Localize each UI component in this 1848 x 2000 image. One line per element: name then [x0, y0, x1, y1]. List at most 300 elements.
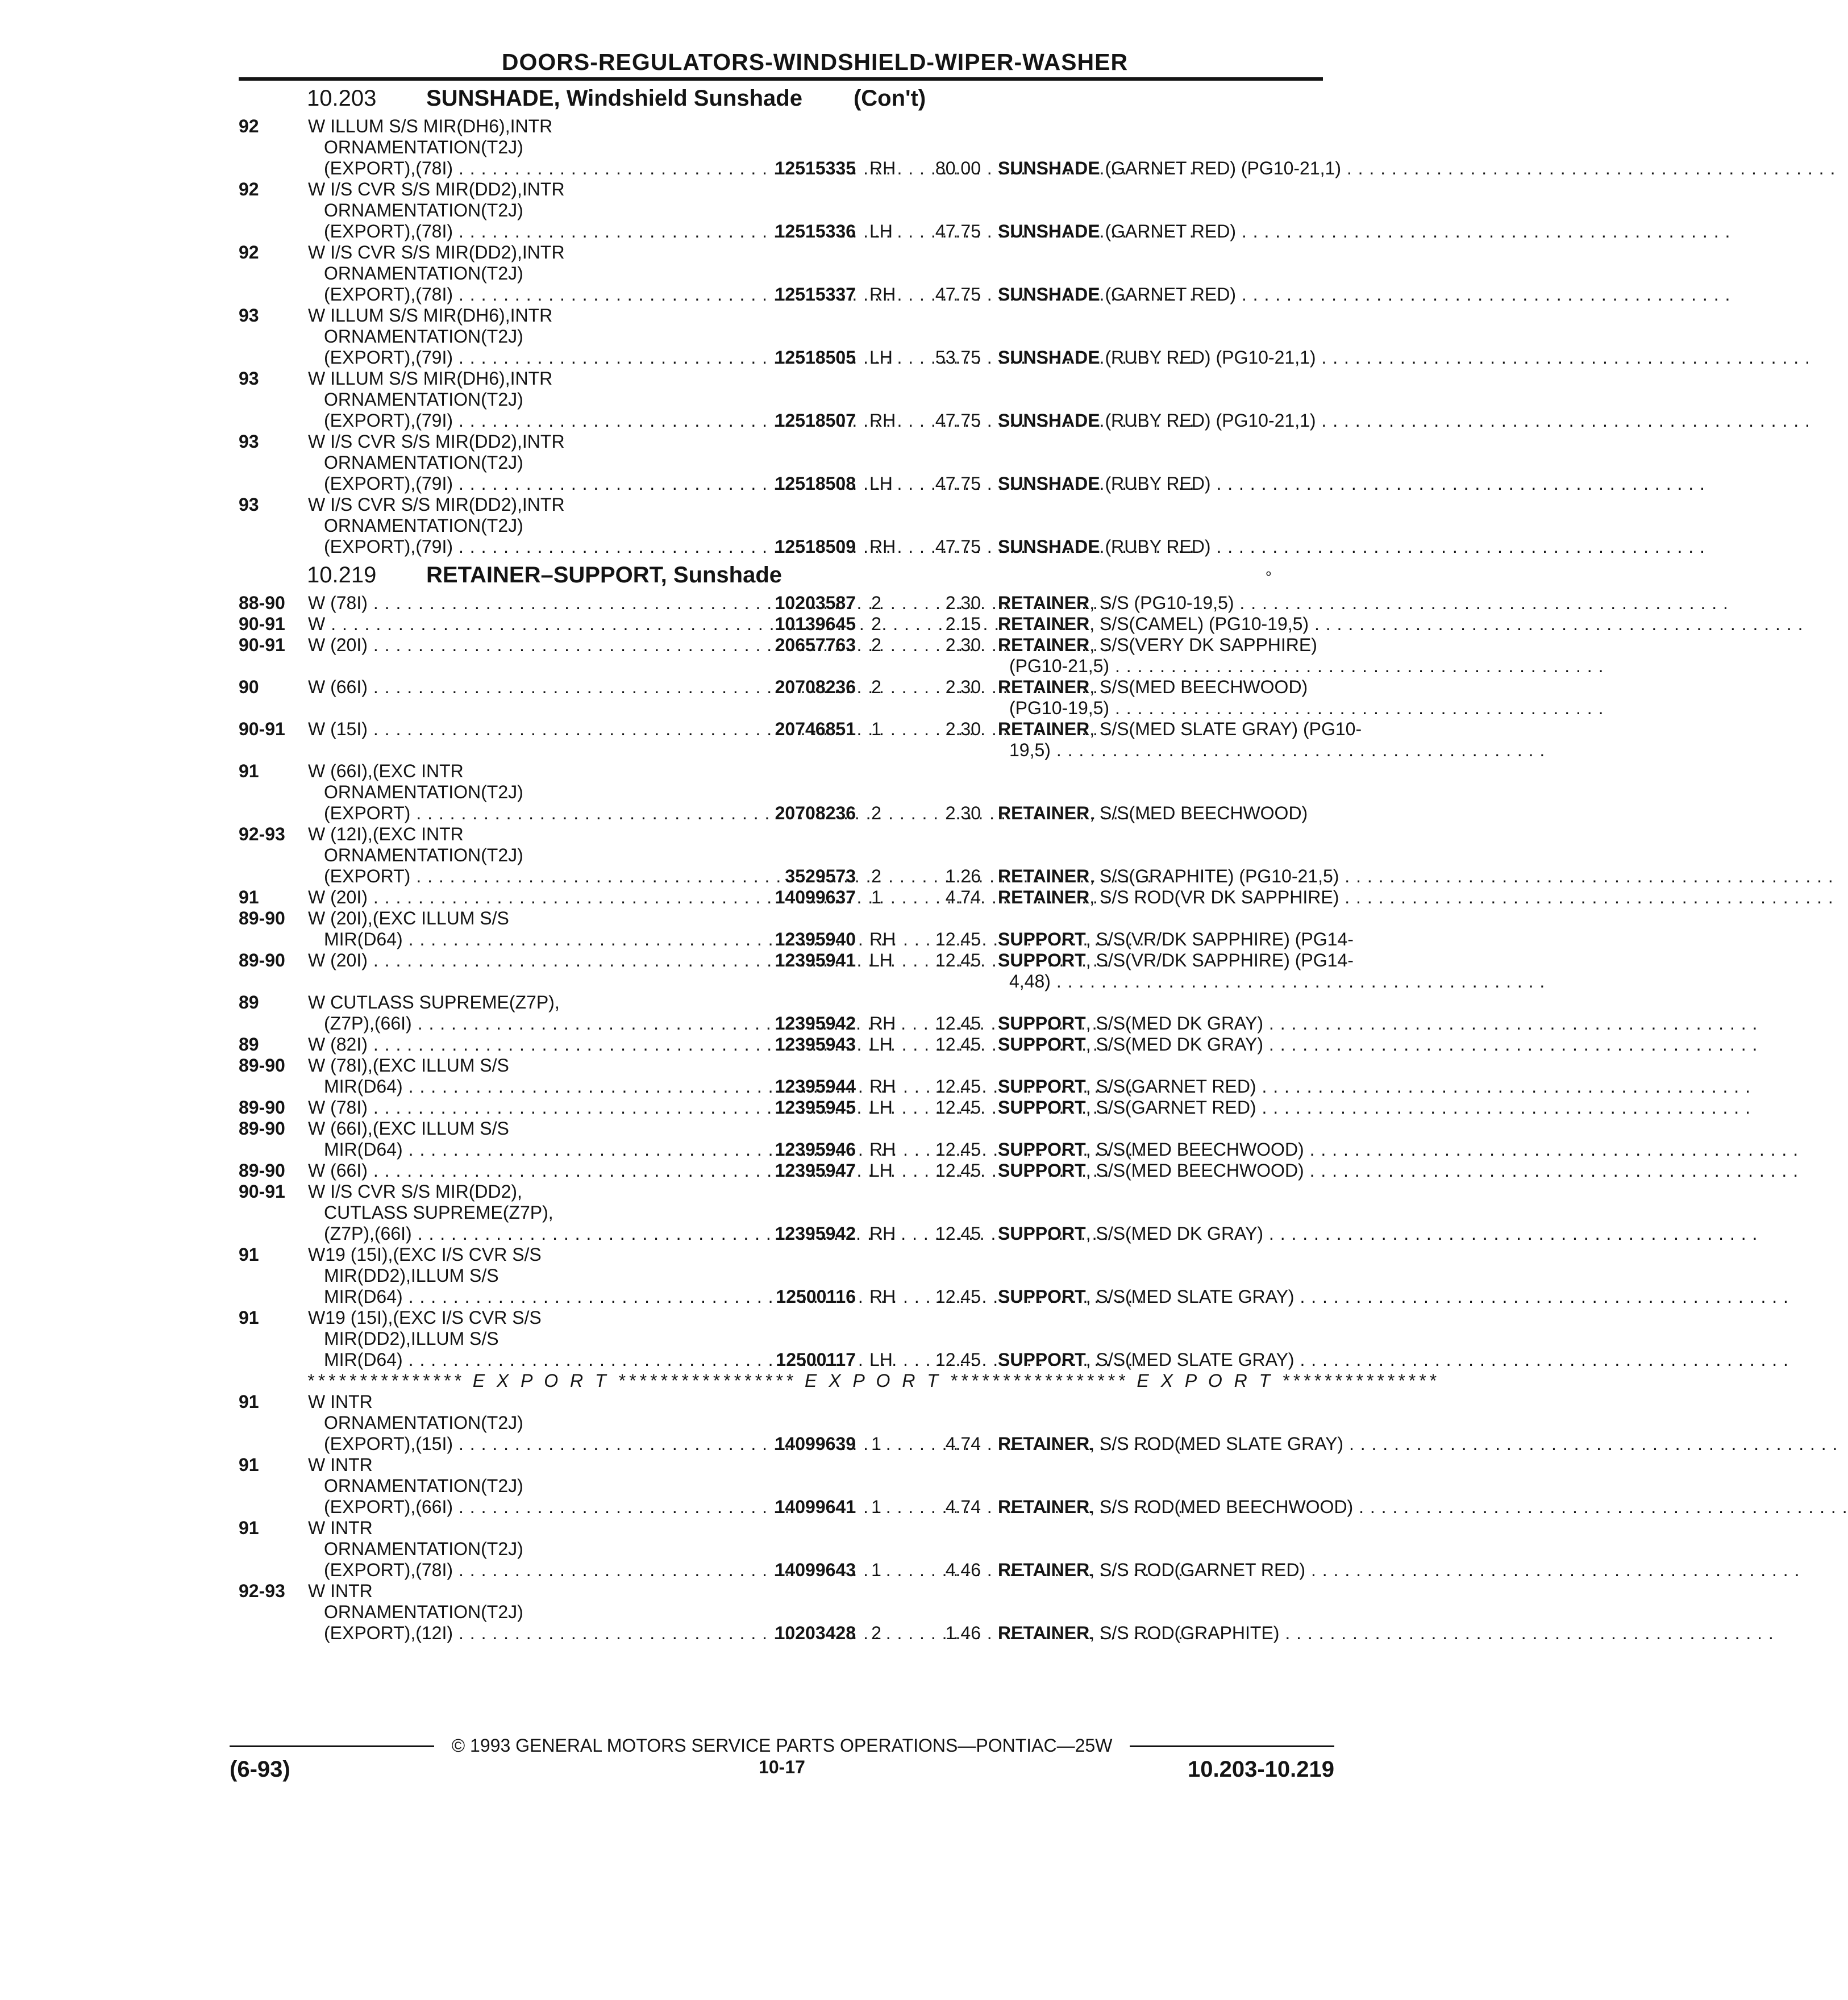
part-name — [998, 221, 1322, 242]
part-name-continued: (PG10-21,5) . . . — [1009, 656, 1322, 677]
usage-description: W (12I),(EXC INTR — [308, 824, 464, 844]
part-name-bold: RETAINER — [998, 719, 1090, 739]
part-name-detail: , S/S(MED DK GRAY) — [1085, 1013, 1264, 1034]
row-line — [239, 1560, 1323, 1581]
row-line — [239, 845, 1323, 866]
part-name-bold: SUPPORT — [998, 950, 1086, 970]
usage-description: (EXPORT),(79I) . . . — [324, 536, 850, 557]
row-line — [239, 1097, 1323, 1118]
quantity: 2 — [871, 677, 881, 697]
usage-description: ORNAMENTATION(T2J) — [324, 1413, 523, 1433]
usage-description: MIR(D64) . . . — [324, 1139, 850, 1160]
row-line — [239, 1181, 1323, 1202]
part-number: 12500117 — [776, 1349, 856, 1370]
catalog-row — [239, 368, 1323, 431]
part-name-bold: SUPPORT — [998, 929, 1086, 949]
part-name-bold: RETAINER — [998, 887, 1090, 907]
part-number: 12518509 — [775, 536, 856, 557]
side-code: RH — [869, 158, 896, 178]
usage-description: W (78I) . . . — [308, 1097, 850, 1118]
part-name-detail: , S/S(VERY DK SAPPHIRE) — [1089, 635, 1317, 655]
price: 12.45 — [935, 1139, 981, 1160]
part-name-bold: SUNSHADE — [998, 473, 1100, 494]
price: 80.00 — [935, 158, 981, 178]
model-year: 89-90 — [239, 908, 285, 928]
row-line — [239, 614, 1323, 635]
row-line — [239, 1455, 1323, 1476]
row-line — [239, 1349, 1323, 1370]
side-code: RH — [869, 1013, 896, 1034]
catalog-row — [239, 908, 1354, 950]
row-line — [239, 1013, 1323, 1034]
part-name — [998, 347, 1322, 368]
row-line — [239, 536, 1323, 557]
part-name-detail: , S/S ROD(VR DK SAPPHIRE) — [1089, 887, 1339, 907]
part-name — [998, 1160, 1322, 1181]
model-year: 91 — [239, 1244, 259, 1265]
price: 47.75 — [935, 536, 981, 557]
usage-description: W (66I) . . . — [308, 1160, 850, 1181]
usage-description: MIR(D64) . . . — [324, 1286, 850, 1307]
side-code: LH — [869, 1034, 893, 1055]
part-name-bold: SUPPORT — [998, 1097, 1086, 1118]
page-footer — [230, 1734, 1334, 1785]
quantity: 2 — [871, 803, 881, 823]
price: 47.75 — [935, 221, 981, 241]
model-year: 89-90 — [239, 1118, 285, 1139]
price: 12.45 — [935, 1223, 981, 1244]
side-code: LH — [869, 347, 893, 368]
row-line — [239, 431, 1323, 452]
usage-description: ORNAMENTATION(T2J) — [324, 1539, 523, 1559]
part-number: 12395943 — [775, 1034, 856, 1055]
usage-description: W ILLUM S/S MIR(DH6),INTR — [308, 116, 553, 136]
part-name-bold: RETAINER — [998, 635, 1090, 655]
part-name-bold: RETAINER — [998, 866, 1090, 886]
row-line — [239, 950, 1354, 971]
row-line — [239, 971, 1323, 992]
usage-description: (EXPORT),(79I) . . . — [324, 473, 850, 494]
usage-description: W INTR — [308, 1455, 373, 1475]
part-name — [998, 1076, 1322, 1097]
price: 2.30 — [945, 803, 981, 823]
model-year: 89-90 — [239, 1097, 285, 1118]
catalog-row — [239, 887, 1339, 908]
part-number: 14099637 — [775, 887, 856, 907]
part-number: 12395942 — [775, 1013, 856, 1034]
part-name-bold: SUPPORT — [998, 1286, 1086, 1307]
part-number: 20708236 — [775, 677, 856, 697]
price: 2.30 — [945, 719, 981, 739]
usage-description: W I/S CVR S/S MIR(DD2), — [308, 1181, 522, 1202]
side-code: LH — [869, 1097, 893, 1118]
row-line — [239, 803, 1323, 824]
part-name-detail: , S/S(MED SLATE GRAY) (PG10- — [1089, 719, 1362, 739]
side-code: RH — [869, 1223, 896, 1244]
side-code: RH — [869, 536, 896, 557]
catalog-row — [239, 1034, 1323, 1055]
usage-description: W INTR — [308, 1518, 373, 1538]
part-name-bold: RETAINER — [998, 1623, 1090, 1643]
row-line — [239, 1076, 1323, 1097]
model-year: 93 — [239, 494, 259, 515]
part-number: 14099639 — [775, 1434, 856, 1454]
row-line — [239, 1055, 1323, 1076]
row-line — [239, 593, 1323, 614]
section-mark: ° — [1265, 568, 1272, 586]
part-name-detail: , S/S(MED DK GRAY) — [1085, 1223, 1264, 1244]
price: 53.75 — [935, 347, 981, 368]
catalog-row — [239, 116, 1341, 179]
model-year: 93 — [239, 368, 259, 389]
catalog-row — [239, 635, 1323, 677]
model-year: 92 — [239, 179, 259, 199]
row-line — [239, 284, 1323, 305]
row-line — [239, 452, 1323, 473]
row-line — [239, 494, 1323, 515]
row-line — [239, 1307, 1323, 1328]
part-name — [998, 1223, 1322, 1244]
usage-description: ORNAMENTATION(T2J) — [324, 263, 523, 284]
section-name: RETAINER–SUPPORT, Sunshade — [426, 562, 783, 588]
row-line — [239, 410, 1323, 431]
quantity: 2 — [871, 635, 881, 655]
section-header — [239, 81, 1323, 116]
row-line — [239, 1602, 1323, 1623]
part-number: 20746851 — [775, 719, 856, 739]
price: 47.75 — [935, 284, 981, 305]
price: 2.30 — [945, 635, 981, 655]
part-number: 12518505 — [775, 347, 856, 368]
section-continued: (Con't) — [853, 86, 926, 111]
model-year: 92-93 — [239, 1581, 285, 1601]
part-name-continued: (PG10-19,5) . . . — [1009, 698, 1322, 719]
part-number: 12395945 — [775, 1097, 856, 1118]
row-line — [239, 929, 1354, 950]
usage-description: W I/S CVR S/S MIR(DD2),INTR — [308, 242, 565, 262]
row-line — [239, 887, 1339, 908]
usage-description: W (66I) . . . — [308, 677, 850, 698]
part-name — [998, 1097, 1322, 1118]
catalog-row — [239, 677, 1323, 719]
part-name-detail: , S/S(VR/DK SAPPHIRE) (PG14- — [1085, 950, 1354, 970]
part-name-detail: , S/S ROD(GARNET RED) — [1089, 1560, 1306, 1580]
row-line — [239, 1539, 1323, 1560]
catalog-row — [239, 305, 1323, 368]
model-year: 93 — [239, 431, 259, 452]
quantity: 2 — [871, 866, 881, 886]
usage-description: W (20I) . . . — [308, 950, 850, 971]
part-number: 10203428 — [775, 1623, 856, 1643]
quantity: 2 — [871, 593, 881, 613]
price: 12.45 — [935, 1034, 981, 1055]
row-line — [239, 473, 1323, 494]
part-name — [998, 1139, 1322, 1160]
part-name-bold: SUNSHADE — [998, 284, 1100, 305]
model-year: 88-90 — [239, 593, 285, 613]
usage-description: ORNAMENTATION(T2J) — [324, 326, 523, 347]
usage-description: W ILLUM S/S MIR(DH6),INTR — [308, 368, 553, 389]
part-name — [998, 1349, 1322, 1370]
usage-description: W I/S CVR S/S MIR(DD2),INTR — [308, 179, 565, 199]
footer-section-range: 10.203-10.219 — [1187, 1757, 1334, 1782]
row-line — [239, 824, 1323, 845]
usage-description: W (82I) . . . — [308, 1034, 850, 1055]
catalog-content — [239, 81, 1439, 1644]
usage-description: (EXPORT),(78I) . . . — [324, 284, 850, 305]
part-name-detail: , S/S(VR/DK SAPPHIRE) (PG14- — [1085, 929, 1354, 949]
part-number: 12395944 — [775, 1076, 856, 1097]
quantity: 1 — [871, 887, 881, 907]
side-code: RH — [869, 284, 896, 305]
part-name-detail: , S/S(MED SLATE GRAY) — [1085, 1286, 1295, 1307]
part-number: 10139645 — [775, 614, 856, 634]
row-line — [239, 263, 1323, 284]
row-line — [239, 866, 1339, 887]
model-year: 89-90 — [239, 1160, 285, 1181]
part-name-bold: SUNSHADE — [998, 536, 1100, 557]
part-name-bold: RETAINER — [998, 1560, 1090, 1580]
part-number: 12500116 — [776, 1286, 856, 1307]
footer-left-rule — [230, 1745, 434, 1747]
usage-description: W INTR — [308, 1581, 373, 1601]
row-line — [239, 761, 1323, 782]
row-line — [239, 1160, 1323, 1181]
part-name-detail: (RUBY RED) — [1100, 473, 1211, 494]
model-year: 89-90 — [239, 950, 285, 970]
usage-description: W19 (15I),(EXC I/S CVR S/S — [308, 1307, 542, 1328]
part-name-detail: , S/S ROD(GRAPHITE) — [1089, 1623, 1280, 1643]
row-line — [239, 1223, 1323, 1244]
part-name — [998, 536, 1322, 557]
model-year: 89 — [239, 1034, 259, 1055]
part-name — [998, 1497, 1354, 1518]
catalog-row — [239, 593, 1323, 614]
price: 12.45 — [935, 1097, 981, 1118]
part-name-bold: SUPPORT — [998, 1139, 1086, 1160]
usage-description: ORNAMENTATION(T2J) — [324, 452, 523, 473]
part-number: 3529573 — [785, 866, 856, 886]
footer-page-number: 10-17 — [759, 1757, 805, 1777]
catalog-row — [239, 1307, 1323, 1370]
part-name-continued: 4,48) . . . — [1009, 971, 1322, 992]
footer-date: (6-93) — [230, 1757, 290, 1782]
part-name — [998, 1623, 1322, 1644]
part-name-detail: (RUBY RED) (PG10-21,1) — [1100, 347, 1316, 368]
row-line — [239, 1476, 1323, 1497]
usage-description: (EXPORT),(78I) . . . — [324, 158, 850, 179]
side-code: RH — [869, 929, 896, 949]
row-line — [239, 200, 1323, 221]
part-name — [998, 284, 1322, 305]
row-line — [239, 221, 1323, 242]
part-name-detail: , S/S(MED SLATE GRAY) — [1085, 1349, 1295, 1370]
catalog-row — [239, 1097, 1323, 1118]
part-name-bold: SUPPORT — [998, 1013, 1086, 1034]
side-code: RH — [869, 1286, 896, 1307]
part-number: 12395940 — [775, 929, 856, 949]
catalog-row — [239, 1581, 1323, 1644]
part-number: 12515335 — [775, 158, 856, 178]
usage-description: (Z7P),(66I) . . . — [324, 1013, 850, 1034]
part-name-detail: , S/S(GARNET RED) — [1085, 1076, 1256, 1097]
usage-description: (EXPORT),(78I) . . . — [324, 221, 850, 242]
usage-description: W (78I) . . . — [308, 593, 850, 614]
part-number: 12395942 — [775, 1223, 856, 1244]
part-name-bold: SUNSHADE — [998, 221, 1100, 241]
row-line — [239, 137, 1323, 158]
model-year: 91 — [239, 887, 259, 907]
usage-description: ORNAMENTATION(T2J) — [324, 1476, 523, 1496]
part-name-detail: , S/S (PG10-19,5) — [1089, 593, 1234, 613]
row-line — [239, 740, 1323, 761]
catalog-row — [239, 179, 1323, 242]
price: 4.74 — [945, 1434, 981, 1454]
part-number: 20657763 — [775, 635, 856, 655]
model-year: 93 — [239, 305, 259, 326]
usage-description: ORNAMENTATION(T2J) — [324, 782, 523, 802]
usage-description: (EXPORT),(15I) . . . — [324, 1434, 850, 1455]
catalog-row — [239, 431, 1323, 494]
row-line — [239, 698, 1323, 719]
part-number: 12395941 — [775, 950, 856, 970]
row-line — [239, 908, 1323, 929]
footer-bottom — [230, 1757, 1334, 1785]
model-year: 92 — [239, 116, 259, 136]
catalog-row — [239, 1118, 1323, 1160]
section-header — [239, 557, 1323, 593]
part-name — [998, 887, 1339, 908]
row-line — [239, 677, 1323, 698]
catalog-page — [239, 48, 1439, 1644]
usage-description: ORNAMENTATION(T2J) — [324, 515, 523, 536]
footer-right-rule — [1130, 1745, 1334, 1747]
usage-description: MIR(D64) . . . — [324, 1349, 850, 1370]
row-line — [239, 1413, 1323, 1434]
part-name-bold: SUNSHADE — [998, 410, 1100, 431]
part-name-bold: RETAINER — [998, 593, 1090, 613]
part-number: 14099643 — [775, 1560, 856, 1580]
part-name-detail: , S/S(MED BEECHWOOD) — [1085, 1160, 1304, 1181]
part-name-detail: (RUBY RED) — [1100, 536, 1211, 557]
price: 12.45 — [935, 950, 981, 970]
usage-description: W (66I),(EXC ILLUM S/S — [308, 1118, 509, 1139]
part-number: 20708236 — [775, 803, 856, 823]
row-line — [239, 347, 1323, 368]
part-name — [998, 929, 1354, 950]
row-line — [239, 1391, 1323, 1413]
usage-description: (EXPORT) . . . — [324, 803, 850, 824]
side-code: LH — [869, 473, 893, 494]
model-year: 90-91 — [239, 614, 285, 634]
part-name-bold: RETAINER — [998, 614, 1090, 634]
usage-description: W19 (15I),(EXC I/S CVR S/S — [308, 1244, 542, 1265]
model-year: 91 — [239, 761, 259, 781]
part-name-detail: , S/S(MED BEECHWOOD) — [1089, 677, 1308, 697]
quantity: 2 — [871, 614, 881, 634]
usage-description: W (20I) . . . — [308, 635, 850, 656]
catalog-row — [239, 494, 1323, 557]
part-number: 12518507 — [775, 410, 856, 431]
model-year: 90-91 — [239, 1181, 285, 1202]
part-name-bold: SUNSHADE — [998, 158, 1100, 178]
part-name-detail: , S/S ROD(MED SLATE GRAY) — [1089, 1434, 1344, 1454]
part-name-detail: , S/S ROD(MED BEECHWOOD) — [1089, 1497, 1354, 1517]
row-line — [239, 1518, 1323, 1539]
part-number: 12515336 — [775, 221, 856, 241]
usage-description: W (15I) . . . — [308, 719, 850, 740]
export-banner: *************** E X P O R T ***************** E X P O R T ***************** E X P O R T *************** — [307, 1370, 1439, 1391]
usage-description: W I/S CVR S/S MIR(DD2),INTR — [308, 431, 565, 452]
part-name-bold: SUPPORT — [998, 1034, 1086, 1055]
model-year: 89-90 — [239, 1055, 285, 1076]
part-name-bold: SUPPORT — [998, 1160, 1086, 1181]
price: 12.45 — [935, 929, 981, 949]
catalog-row — [239, 950, 1354, 992]
usage-description: W (20I) . . . — [308, 887, 850, 908]
usage-description: W ILLUM S/S MIR(DH6),INTR — [308, 305, 553, 326]
part-name-detail: , S/S(MED BEECHWOOD) — [1085, 1139, 1304, 1160]
part-name — [998, 1560, 1322, 1581]
usage-description: W (78I),(EXC ILLUM S/S — [308, 1055, 509, 1076]
usage-description: ORNAMENTATION(T2J) — [324, 845, 523, 865]
price: 47.75 — [935, 410, 981, 431]
section-number: 10.203 — [307, 86, 377, 111]
usage-description: MIR(DD2),ILLUM S/S — [324, 1265, 499, 1286]
part-name-detail: , S/S(CAMEL) (PG10-19,5) — [1089, 614, 1309, 634]
part-number: 12395946 — [775, 1139, 856, 1160]
part-name — [998, 803, 1322, 824]
part-name — [998, 473, 1322, 494]
part-number: 12395947 — [775, 1160, 856, 1181]
part-name — [998, 158, 1341, 179]
price: 12.45 — [935, 1286, 981, 1307]
price: 4.74 — [945, 1497, 981, 1517]
part-name-detail: , S/S(GARNET RED) — [1085, 1097, 1256, 1118]
model-year: 89 — [239, 992, 259, 1013]
usage-description: W I/S CVR S/S MIR(DD2),INTR — [308, 494, 565, 515]
part-name — [998, 866, 1339, 887]
part-name-bold: RETAINER — [998, 1434, 1090, 1454]
usage-description: ORNAMENTATION(T2J) — [324, 137, 523, 157]
price: 1.26 — [945, 866, 981, 886]
footer-copyright: © 1993 GENERAL MOTORS SERVICE PARTS OPERATIONS—PONTIAC—25W — [451, 1735, 1113, 1756]
section-number: 10.219 — [307, 562, 377, 588]
part-name — [998, 1013, 1322, 1034]
part-number: 14099641 — [775, 1497, 856, 1517]
quantity: 1 — [871, 1560, 881, 1580]
catalog-row — [239, 1244, 1323, 1307]
part-name-detail: (RUBY RED) (PG10-21,1) — [1100, 410, 1316, 431]
row-line — [239, 158, 1341, 179]
part-name — [998, 719, 1362, 740]
usage-description: CUTLASS SUPREME(Z7P), — [324, 1202, 553, 1223]
part-name — [998, 593, 1322, 614]
row-line — [239, 635, 1323, 656]
catalog-row — [239, 1391, 1344, 1455]
part-name-detail: , S/S(GRAPHITE) (PG10-21,5) — [1089, 866, 1339, 886]
price: 12.45 — [935, 1076, 981, 1097]
row-line — [239, 1244, 1323, 1265]
part-name-bold: SUNSHADE — [998, 347, 1100, 368]
price: 12.45 — [935, 1160, 981, 1181]
row-line — [239, 1118, 1323, 1139]
part-name-bold: SUPPORT — [998, 1223, 1086, 1244]
usage-description: W (20I),(EXC ILLUM S/S — [308, 908, 509, 928]
part-name — [998, 677, 1322, 698]
side-code: LH — [869, 221, 893, 241]
part-name — [998, 1034, 1322, 1055]
